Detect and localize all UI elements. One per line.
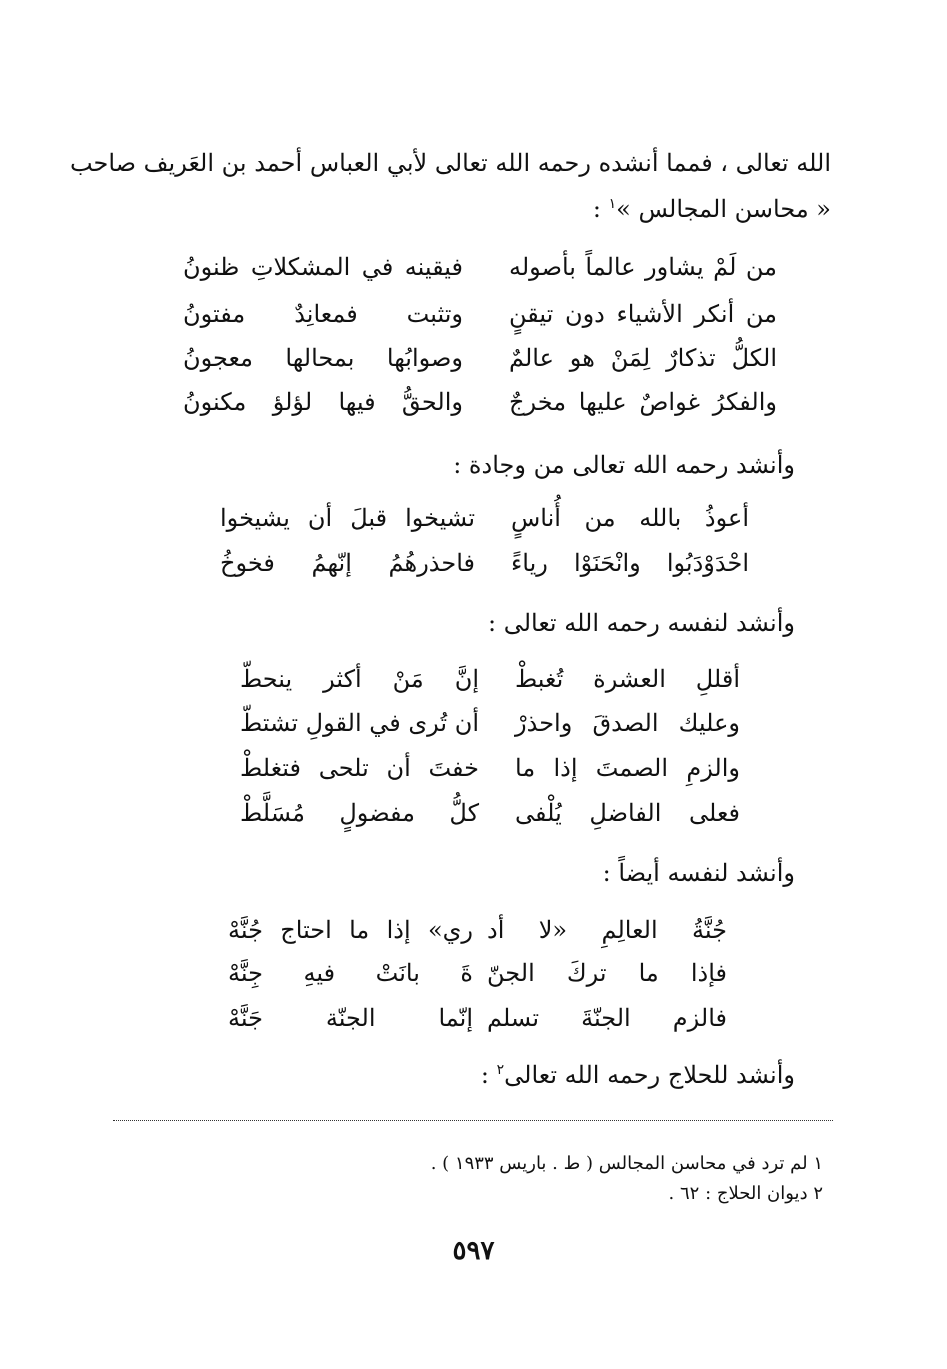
- hemistich-right: من أنكر الأشياء دون تيقنٍ: [509, 300, 777, 328]
- poem-1-verse: [183, 340, 777, 376]
- hemistich-left: إنَّ مَنْ أكثر ينحطّ: [240, 665, 479, 693]
- poem-1-verse: [183, 296, 777, 332]
- poem-4-verse: [228, 912, 727, 948]
- poem-5-intro-text: وأنشد للحلاج رحمه الله تعالى: [504, 1061, 795, 1089]
- intro-line-1: الله تعالى ، فمما أنشده رحمه الله تعالى لأبي العباس أحمد بن العَريف صاحب: [69, 149, 831, 177]
- poem-4-verse: [228, 955, 727, 991]
- hemistich-right: من لَمْ يشاور عالماً بأصوله: [509, 253, 777, 281]
- hemistich-right: احْدَوْدَبُوا وانْحَنَوْا رياءً: [511, 549, 749, 577]
- poem-1-verse: [183, 384, 777, 420]
- footnote-ref-1: ١: [608, 196, 617, 212]
- hemistich-left: كلُّ مفضولٍ مُسَلَّطْ: [240, 799, 479, 827]
- intro-book-title: « محاسن المجالس »: [616, 195, 831, 223]
- hemistich-left: خفتَ أن تلحى فتغلطْ: [240, 754, 479, 782]
- poem-4-intro: وأنشد لنفسه أيضاً :: [602, 859, 795, 887]
- hemistich-left: فيقينه في المشكلاتِ ظنونُ: [183, 253, 463, 281]
- footnote-text: ديوان الحلاج : ٦٢ .: [668, 1183, 808, 1204]
- footnote-ref-2: ٢: [496, 1062, 505, 1078]
- hemistich-right: أعوذُ بالله من أُناسٍ: [511, 504, 749, 532]
- hemistich-right: جُنَّةُ العالِمِ «لا أد: [487, 916, 727, 944]
- poem-2-verse: [220, 500, 749, 536]
- hemistich-right: والفكرُ غواصٌ عليها مخرجٌ: [509, 388, 777, 416]
- poem-3-verse: [240, 750, 740, 786]
- intro-colon: :: [592, 195, 609, 223]
- hemistich-left: إنّما الجنّة جَنَّهْ: [228, 1004, 473, 1032]
- footnote-number: ١: [813, 1153, 823, 1174]
- poem-3-verse: [240, 705, 740, 741]
- poem-4-verse: [228, 1000, 727, 1036]
- hemistich-left: ري» إذا ما احتاج جُنَّهْ: [228, 916, 473, 944]
- poem-2-intro: وأنشد رحمه الله تعالى من وجادة :: [453, 451, 795, 479]
- poem-1-verse: [183, 249, 777, 285]
- hemistich-left: والحقُّ فيها لؤلؤ مكنونُ: [183, 388, 463, 416]
- poem-2-verse: [220, 545, 749, 581]
- hemistich-left: وصوابُها بمحالها معجونُ: [183, 344, 463, 372]
- page-number: ٥٩٧: [452, 1236, 495, 1266]
- poem-3-intro: وأنشد لنفسه رحمه الله تعالى :: [488, 609, 795, 637]
- hemistich-left: فاحذرهُمُ إنّهمُ فخوخُ: [220, 549, 475, 577]
- footnote-text: لم ترد في محاسن المجالس ( ط . باريس ١٩٣٣ ) .: [430, 1153, 808, 1174]
- hemistich-left: ةَ بانَتْ فيهِ جِنَّهْ: [228, 959, 473, 987]
- hemistich-right: فإذا ما تركَ الجنّ: [487, 959, 727, 987]
- hemistich-left: أن تُرى في القولِ تشتطّ: [239, 709, 479, 737]
- hemistich-right: وعليك الصدقَ واحذرْ: [515, 709, 740, 737]
- hemistich-right: فالزم الجنّةَ تسلم: [487, 1004, 727, 1032]
- hemistich-left: وتثبت فمعانِدٌ مفتونُ: [183, 300, 463, 328]
- hemistich-right: والزمِ الصمتَ إذا ما: [515, 754, 740, 782]
- poem-5-intro: [481, 1057, 795, 1093]
- hemistich-right: فعلى الفاضلِ يُلْفى: [515, 799, 740, 827]
- footnote: [669, 1181, 823, 1207]
- intro-line-2: [131, 190, 831, 228]
- hemistich-right: أقللِ العشرة تُغبطْ: [515, 665, 740, 693]
- hemistich-left: تشيخوا قبلَ أن يشيخوا: [220, 504, 475, 532]
- poem-5-intro-colon: :: [480, 1061, 497, 1089]
- footnote-number: ٢: [813, 1183, 823, 1204]
- hemistich-right: الكلُّ تذكارٌ لِمَنْ هو عالمٌ: [509, 344, 777, 372]
- poem-3-verse: [240, 795, 740, 831]
- footnote-divider: [113, 1120, 833, 1121]
- footnote: [431, 1151, 823, 1177]
- poem-3-verse: [240, 661, 740, 697]
